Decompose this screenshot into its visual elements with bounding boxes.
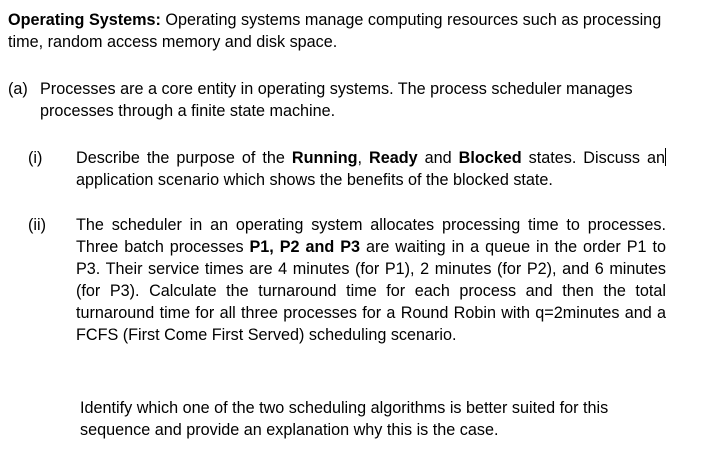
sub-i-text-2: , xyxy=(357,149,370,167)
text-cursor xyxy=(665,148,666,166)
part-a-text: Processes are a core entity in operating systems. The process scheduler manages processes through a finite state machine. xyxy=(40,80,633,120)
section-heading xyxy=(8,9,698,53)
sub-i-marker: (i) xyxy=(28,149,43,167)
ready-state-term: Ready xyxy=(369,149,418,167)
section-intro: Operating systems manage computing resources such as processing time, random access memory and disk space. xyxy=(8,11,662,51)
sub-ii-marker: (ii) xyxy=(28,216,46,234)
section-title: Operating Systems: xyxy=(8,11,161,29)
question-sub-i xyxy=(26,147,666,191)
sub-ii-text-2: are waiting in a queue in the order P1 to P3. Their service times are 4 minutes (for P1), 2 minutes (for P2), and 6 minutes (for P3). Calculate the turnaround time for each process and then the total turnaround time for all three processes for a Round Robin with q=2minutes and a FCFS (First Come First Served) scheduling scenario. xyxy=(76,238,666,344)
identify-instruction: Identify which one of the two scheduling algorithms is better suited for this sequence and provide an explanation why this is the case. xyxy=(80,399,609,439)
question-part-a xyxy=(8,78,698,122)
process-names: P1, P2 and P3 xyxy=(249,238,360,256)
sub-i-text-3: and xyxy=(417,149,459,167)
question-sub-ii xyxy=(26,214,666,346)
sub-i-text-4: states. Discuss an xyxy=(521,149,665,167)
part-a-marker: (a) xyxy=(8,80,28,98)
sub-ii-text-1: The scheduler in an operating system allocates processing time to processes. Three batch processes xyxy=(76,216,666,256)
sub-i-text-5: application scenario which shows the benefits of the blocked state. xyxy=(76,171,553,189)
sub-ii-text xyxy=(76,214,666,346)
sub-i-text-1: Describe the purpose of the xyxy=(76,149,292,167)
running-state-term: Running xyxy=(291,149,358,167)
blocked-state-term: Blocked xyxy=(458,149,522,167)
sub-i-text xyxy=(76,147,666,191)
